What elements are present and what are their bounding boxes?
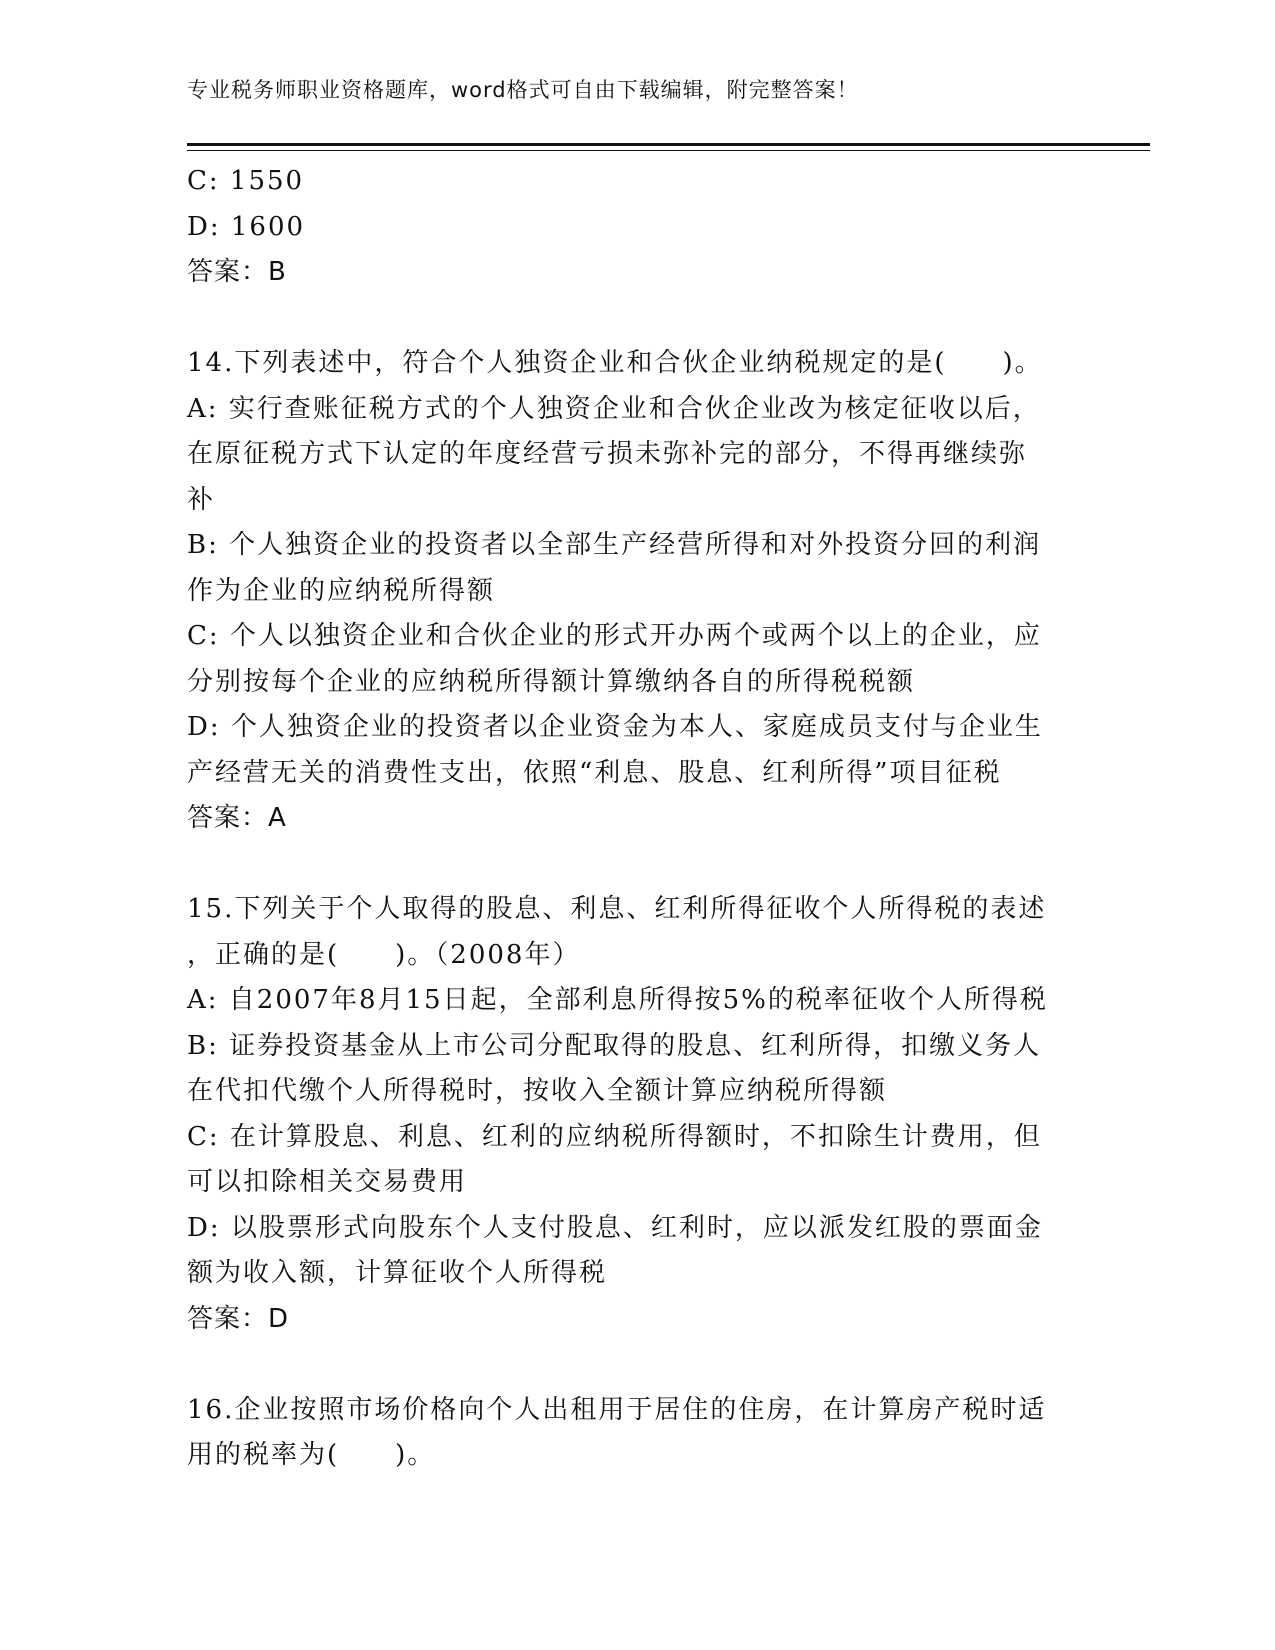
document-body <box>187 159 1087 1479</box>
spacer <box>187 1342 1087 1388</box>
option-c: C: 在计算股息、利息、红利的应纳税所得额时，不扣除生计费用，但 <box>187 1121 1042 1152</box>
question-15 <box>187 887 1087 1342</box>
question-text-cont: ，正确的是( )。（2008年） <box>187 939 581 970</box>
option-c-cont: 可以扣除相关交易费用 <box>187 1167 468 1197</box>
spacer <box>187 842 1087 888</box>
answer-line: 答案：D <box>187 1303 290 1334</box>
spacer <box>187 296 1087 342</box>
question-text: 16.企业按照市场价格向个人出租用于居住的住房，在计算房产税时适 <box>187 1394 1047 1425</box>
option-d-cont: 额为收入额，计算征收个人所得税 <box>187 1258 608 1288</box>
question-text: 14.下列表述中，符合个人独资企业和合伙企业纳税规定的是( )。 <box>187 348 1043 378</box>
option-a: A: 实行查账征税方式的个人独资企业和合伙企业改为核定征收以后， <box>187 393 1041 424</box>
option-c-cont: 分别按每个企业的应纳税所得额计算缴纳各自的所得税税额 <box>187 666 916 697</box>
option-c: C: 个人以独资企业和合伙企业的形式开办两个或两个以上的企业，应 <box>187 621 1042 651</box>
page-header: 专业税务师职业资格题库，word格式可自由下载编辑，附完整答案！ <box>187 78 859 102</box>
option-a-cont: 在原征税方式下认定的年度经营亏损未弥补完的部分，不得再继续弥 <box>187 439 1028 469</box>
answer-line: 答案：B <box>187 257 287 287</box>
header-rule-thin <box>187 150 1150 151</box>
option-d: D: 个人独资企业的投资者以企业资金为本人、家庭成员支付与企业生 <box>187 712 1043 742</box>
question-text: 15.下列关于个人取得的股息、利息、红利所得征收个人所得税的表述 <box>187 894 1047 924</box>
option-d: D: 1600 <box>187 211 306 242</box>
option-d-cont: 产经营无关的消费性支出，依照“利息、股息、红利所得”项目征税 <box>187 757 1002 788</box>
option-b-cont: 在代扣代缴个人所得税时，按收入全额计算应纳税所得额 <box>187 1076 888 1106</box>
option-b: B: 证券投资基金从上市公司分配取得的股息、红利所得，扣缴义务人 <box>187 1030 1042 1061</box>
option-a: A: 自2007年8月15日起，全部利息所得按5%的税率征收个人所得税 <box>187 985 1048 1015</box>
question-14 <box>187 341 1087 842</box>
option-a-cont: 补 <box>187 484 216 515</box>
option-d: D: 以股票形式向股东个人支付股息、红利时，应以派发红股的票面金 <box>187 1212 1043 1243</box>
option-b: B: 个人独资企业的投资者以全部生产经营所得和对外投资分回的利润 <box>187 530 1042 560</box>
question-text-cont: 用的税率为( )。 <box>187 1440 436 1470</box>
option-b-cont: 作为企业的应纳税所得额 <box>187 575 496 606</box>
header-rule-thick <box>187 143 1150 146</box>
question-16 <box>187 1388 1087 1479</box>
answer-line: 答案：A <box>187 803 287 833</box>
option-c: C: 1550 <box>187 166 305 196</box>
